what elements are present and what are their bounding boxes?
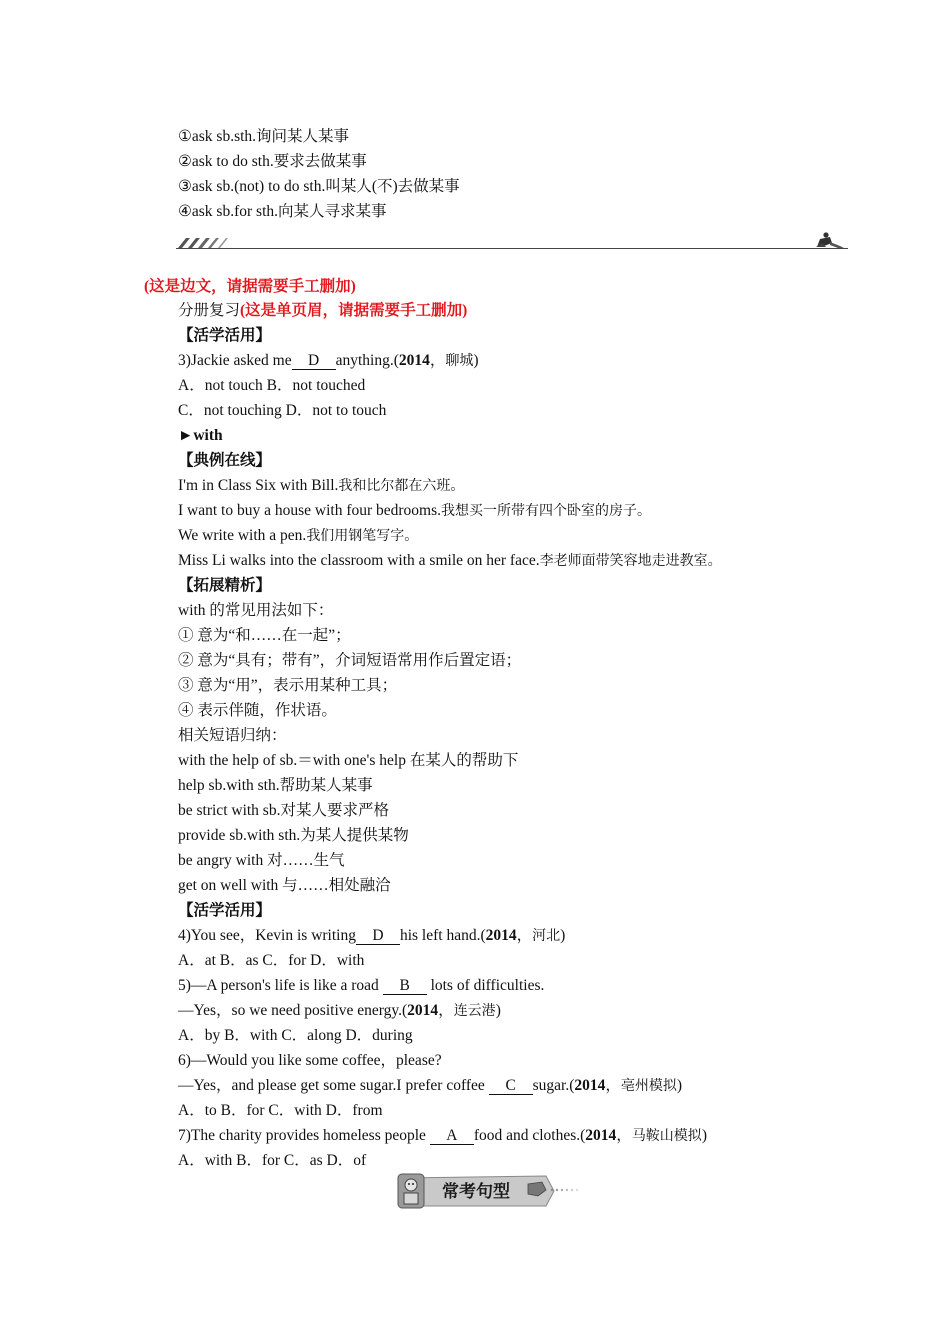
example-sentence: I'm in Class Six with Bill.我和比尔都在六班。 [178,477,465,494]
phrase-item: provide sb.with sth.为某人提供某物 [178,827,409,844]
question-5-line-2: —Yes，so we need positive energy.(2014，连云港) [178,1002,501,1019]
mascot-icon [398,1174,424,1208]
question-5-options: A．by B．with C．along D．during [178,1027,413,1044]
phrase-item: help sb.with sth.帮助某人某事 [178,777,373,794]
edge-note: (这是边文，请据需要手工删加) [144,278,356,295]
header-note: (这是单页眉，请据需要手工删加) [240,302,468,319]
answer-blank: C [489,1077,533,1095]
usage-item: ④ 表示伴随，作状语。 [178,702,337,719]
banner-label: 常考句型 [442,1182,510,1202]
list-item: ④ask sb.for sth.向某人寻求某事 [178,203,387,220]
example-sentence: I want to buy a house with four bedrooms.我想买一所带有四个卧室的房子。 [178,502,652,519]
runner-icon [816,232,844,248]
usage-item: ③ 意为“用”，表示用某种工具； [178,677,398,694]
usage-item: ② 意为“具有；带有”，介词短语常用作后置定语； [178,652,522,669]
section-banner [396,1172,588,1210]
question-5: 5)—A person's life is like a road B lots of difficulties. [178,977,545,994]
section-title-expand: 【拓展精析】 [178,577,272,594]
usage-intro: with 的常见用法如下： [178,602,334,619]
question-4: 4)You see，Kevin is writing D his left hand.(2014，河北) [178,927,566,944]
phrases-intro: 相关短语归纳： [178,727,287,744]
answer-blank: B [383,977,427,995]
example-sentence: Miss Li walks into the classroom with a smile on her face.李老师面带笑容地走进教室。 [178,552,722,569]
question-3-options: A．not touch B．not touched [178,377,366,394]
phrase-item: get on well with 与……相处融洽 [178,877,391,894]
phrase-item: be strict with sb.对某人要求严格 [178,802,389,819]
with-heading: ►with [178,427,223,444]
list-item: ②ask to do sth.要求去做某事 [178,153,367,170]
section-divider [176,232,848,252]
question-4-options: A．at B．as C．for D．with [178,952,365,969]
section-title-practice-2: 【活学活用】 [178,902,272,919]
header-prefix: 分册复习 [178,302,241,319]
usage-item: ① 意为“和……在一起”； [178,627,351,644]
question-6-options: A．to B．for C．with D．from [178,1102,383,1119]
question-7: 7)The charity provides homeless people A food and clothes.(2014，马鞍山模拟) [178,1127,707,1144]
phrase-item: be angry with 对……生气 [178,852,345,869]
question-3: 3)Jackie asked me D anything.(2014，聊城) [178,352,479,369]
answer-blank: D [292,352,336,370]
example-sentence: We write with a pen.我们用钢笔写字。 [178,527,419,544]
phrase-item: with the help of sb.＝with one's help 在某人的帮助下 [178,752,519,769]
question-7-options: A．with B．for C．as D．of [178,1152,367,1169]
question-6: 6)—Would you like some coffee，please? [178,1052,442,1069]
question-6-line-2: —Yes，and please get some sugar.I prefer coffee C sugar.(2014，亳州模拟) [178,1077,683,1094]
main-body [178,298,878,1173]
answer-blank: D [356,927,400,945]
question-3-options: C．not touching D．not to touch [178,402,387,419]
section-title-examples: 【典例在线】 [178,452,272,469]
section-title-practice: 【活学活用】 [178,327,272,344]
list-item: ①ask sb.sth.询问某人某事 [178,128,350,145]
answer-blank: A [430,1127,474,1145]
ask-usage-list [178,124,878,224]
list-item: ③ask sb.(not) to do sth.叫某人(不)去做某事 [178,178,460,195]
page-header [178,298,878,323]
